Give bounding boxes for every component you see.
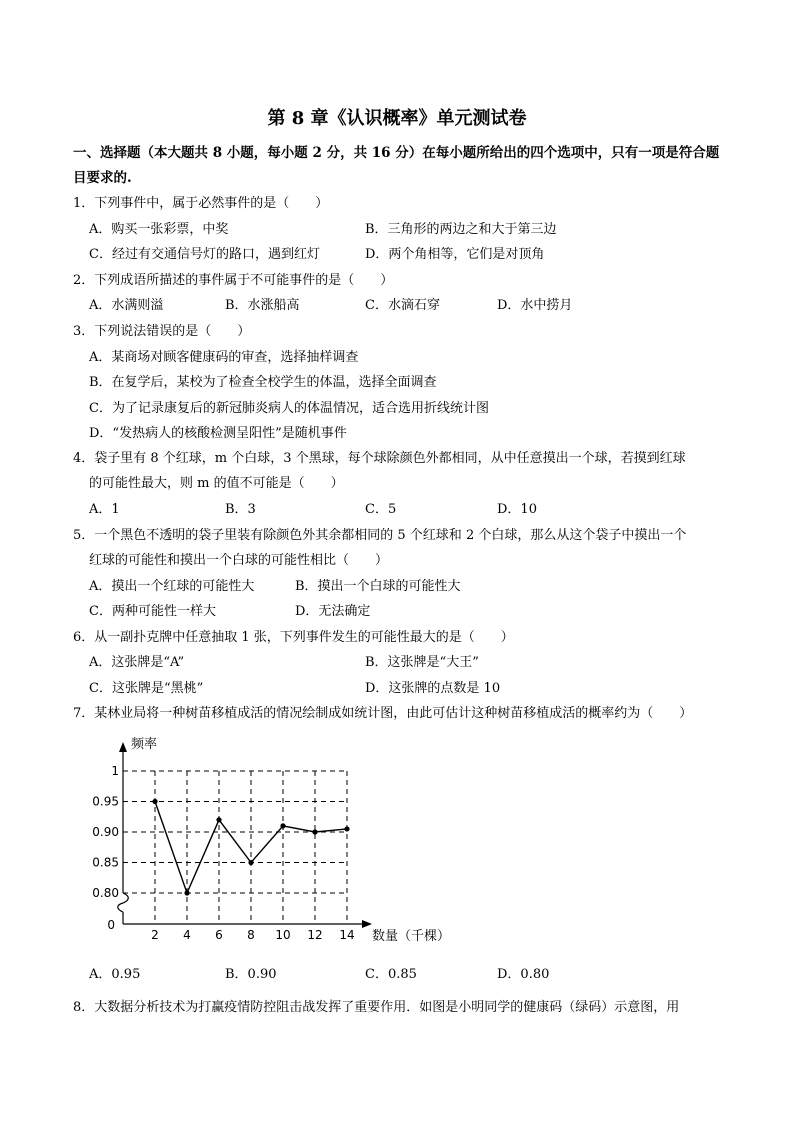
- section-heading-line2: 目要求的.: [73, 170, 132, 186]
- q4-option-b: B．3: [225, 502, 256, 517]
- q1-option-a: A．购买一张彩票，中奖: [89, 222, 229, 237]
- x-tick-label: 14: [339, 928, 355, 942]
- data-point: [344, 826, 349, 831]
- q6-option-d: D．这张牌的点数是 10: [365, 681, 501, 696]
- q3-option-c: C．为了记录康复后的新冠肺炎病人的体温情况，适合选用折线统计图: [89, 401, 489, 416]
- q2-stem: 2．下列成语所描述的事件属于不可能事件的是（ ）: [73, 273, 394, 288]
- q2-option-d: D．水中捞月: [497, 298, 573, 313]
- q5-stem-line1: 5．一个黑色不透明的袋子里装有除颜色外其余都相同的 5 个红球和 2 个白球，那么从这个袋子中摸出一个: [73, 528, 687, 543]
- q2-option-b: B．水涨船高: [225, 298, 300, 313]
- q3-option-b: B．在复学后，某校为了检查全校学生的体温，选择全面调查: [89, 375, 437, 390]
- y-tick-label: 0.90: [92, 825, 119, 839]
- q3-option-d: D．“发热病人的核酸检测呈阳性”是随机事件: [89, 426, 347, 441]
- q8-stem: 8．大数据分析技术为打赢疫情防控阻击战发挥了重要作用．如图是小明同学的健康码（绿码）示意图，用: [73, 1000, 680, 1015]
- q4-option-a: A．1: [89, 502, 120, 517]
- data-point: [184, 890, 189, 895]
- y-tick-label: 0.85: [92, 855, 119, 870]
- q5-stem-line2: 红球的可能性和摸出一个白球的可能性相比（ ）: [89, 553, 389, 568]
- y-tick-label: 1: [111, 764, 119, 778]
- x-tick-label: 12: [307, 928, 323, 942]
- q1-option-b: B．三角形的两边之和大于第三边: [365, 222, 557, 237]
- axis-break-mark: [118, 893, 129, 912]
- q4-stem-line2: 的可能性最大，则 m 的值不可能是（ ）: [89, 476, 344, 491]
- q7-option-d: D．0.80: [497, 967, 550, 982]
- q5-option-c: C．两种可能性一样大: [89, 604, 216, 619]
- origin-label: 0: [107, 918, 115, 932]
- x-tick-label: 8: [247, 928, 255, 942]
- page-title: 第 8 章《认识概率》单元测试卷: [267, 108, 527, 129]
- q7-option-a: A．0.95: [89, 967, 141, 982]
- data-point: [280, 823, 285, 828]
- q7-option-c: C．0.85: [365, 967, 417, 982]
- q6-option-c: C．这张牌是“黑桃”: [89, 681, 204, 696]
- data-point: [216, 817, 221, 822]
- q5-option-a: A．摸出一个红球的可能性大: [89, 579, 255, 594]
- y-axis-title: 频率: [131, 737, 158, 752]
- y-tick-label: 0.95: [92, 794, 119, 809]
- q6-option-b: B．这张牌是“大王”: [365, 655, 479, 670]
- q7-option-b: B．0.90: [225, 967, 277, 982]
- x-tick-label: 2: [151, 928, 159, 942]
- q4-stem-line1: 4．袋子里有 8 个红球，m 个白球，3 个黑球，每个球除颜色外都相同，从中任意摸出一个球，若摸到红球: [73, 451, 686, 466]
- data-point: [152, 799, 157, 804]
- q2-option-a: A．水满则溢: [89, 298, 164, 313]
- q4-option-d: D．10: [497, 502, 537, 517]
- q4-option-c: C．5: [365, 502, 397, 517]
- y-axis-arrow: [119, 742, 127, 752]
- y-tick-label: 0.80: [92, 886, 119, 900]
- x-axis-title: 数量（千棵）: [372, 929, 451, 944]
- x-tick-label: 10: [275, 928, 291, 942]
- q1-stem: 1．下列事件中，属于必然事件的是（ ）: [73, 196, 329, 211]
- data-point: [248, 860, 253, 865]
- q7-stem: 7．某林业局将一种树苗移植成活的情况绘制成如统计图，由此可估计这种树苗移植成活的概率约为（ ）: [73, 706, 693, 721]
- q3-option-a: A．某商场对顾客健康码的审查，选择抽样调查: [89, 350, 359, 365]
- q5-option-d: D．无法确定: [295, 604, 371, 619]
- q5-option-b: B．摸出一个白球的可能性大: [295, 579, 461, 594]
- x-tick-label: 4: [183, 928, 191, 942]
- data-point: [312, 829, 317, 834]
- q6-option-a: A．这张牌是“A”: [89, 655, 185, 670]
- q3-stem: 3．下列说法错误的是（ ）: [73, 324, 251, 339]
- q2-option-c: C．水滴石穿: [365, 298, 440, 313]
- q1-option-c: C．经过有交通信号灯的路口，遇到红灯: [89, 247, 320, 262]
- q6-stem: 6．从一副扑克牌中任意抽取 1 张，下列事件发生的可能性最大的是（ ）: [73, 630, 514, 645]
- x-axis-arrow: [362, 920, 372, 928]
- x-tick-label: 6: [215, 928, 223, 942]
- q1-option-d: D．两个角相等，它们是对顶角: [365, 247, 545, 262]
- section-heading-line1: 一、选择题（本大题共 8 小题，每小题 2 分，共 16 分）在每小题所给出的四个选项中，只有一项是符合题: [73, 145, 720, 161]
